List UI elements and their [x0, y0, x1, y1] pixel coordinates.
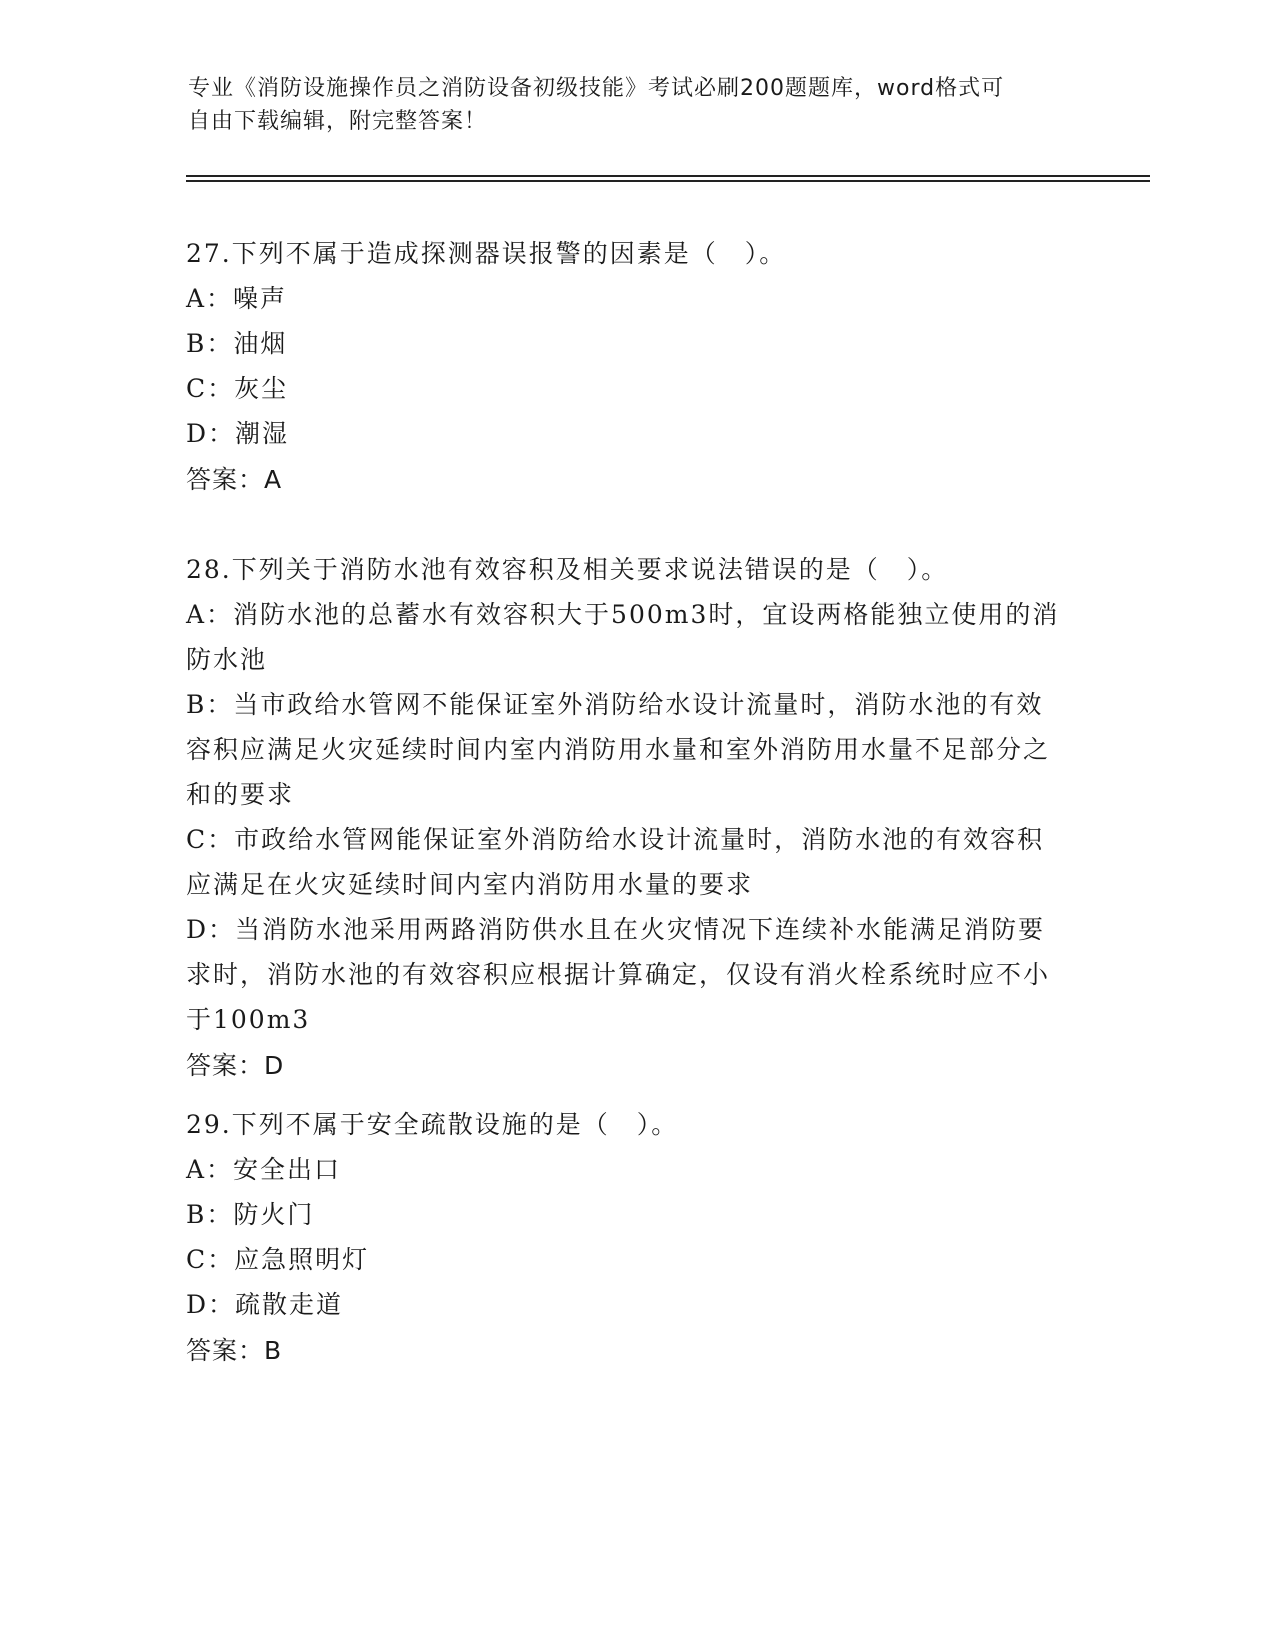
option-b: B：油烟: [186, 329, 288, 358]
option-a: A：安全出口: [186, 1155, 342, 1184]
document-header: [188, 72, 1068, 138]
option-d: D：潮湿: [186, 419, 290, 448]
option-c: C：市政给水管网能保证室外消防给水设计流量时，消防水池的有效容积应满足在火灾延续时间内室内消防用水量的要求: [186, 825, 1045, 899]
answer: 答案：D: [186, 1051, 285, 1080]
header-divider-bottom: [186, 180, 1150, 182]
option-d: D：当消防水池采用两路消防供水且在火灾情况下连续补水能满足消防要求时，消防水池的有效容积应根据计算确定，仅设有消火栓系统时应不小于100m3: [186, 915, 1051, 1034]
header-line-2: 自由下载编辑，附完整答案！: [188, 109, 488, 134]
option-c: C：灰尘: [186, 374, 289, 403]
answer: 答案：A: [186, 465, 283, 494]
header-line-1: 专业《消防设施操作员之消防设备初级技能》考试必刷200题题库，word格式可: [188, 76, 1005, 101]
header-divider-top: [186, 175, 1150, 177]
answer: 答案：B: [186, 1336, 283, 1365]
option-c: C：应急照明灯: [186, 1245, 370, 1274]
question-29: [186, 1102, 1086, 1374]
option-a: A：噪声: [186, 284, 288, 313]
option-b: B：防火门: [186, 1200, 315, 1229]
question-stem: 27.下列不属于造成探测器误报警的因素是（ ）。: [186, 239, 787, 268]
option-d: D：疏散走道: [186, 1290, 344, 1319]
option-a: A：消防水池的总蓄水有效容积大于500m3时，宜设两格能独立使用的消防水池: [186, 600, 1060, 674]
question-stem: 28.下列关于消防水池有效容积及相关要求说法错误的是（ ）。: [186, 555, 949, 584]
question-stem: 29.下列不属于安全疏散设施的是（ ）。: [186, 1110, 679, 1139]
question-27: [186, 231, 1086, 503]
option-b: B：当市政给水管网不能保证室外消防给水设计流量时，消防水池的有效容积应满足火灾延续时间内室内消防用水量和室外消防用水量不足部分之和的要求: [186, 690, 1051, 809]
question-28: [186, 547, 1066, 1089]
